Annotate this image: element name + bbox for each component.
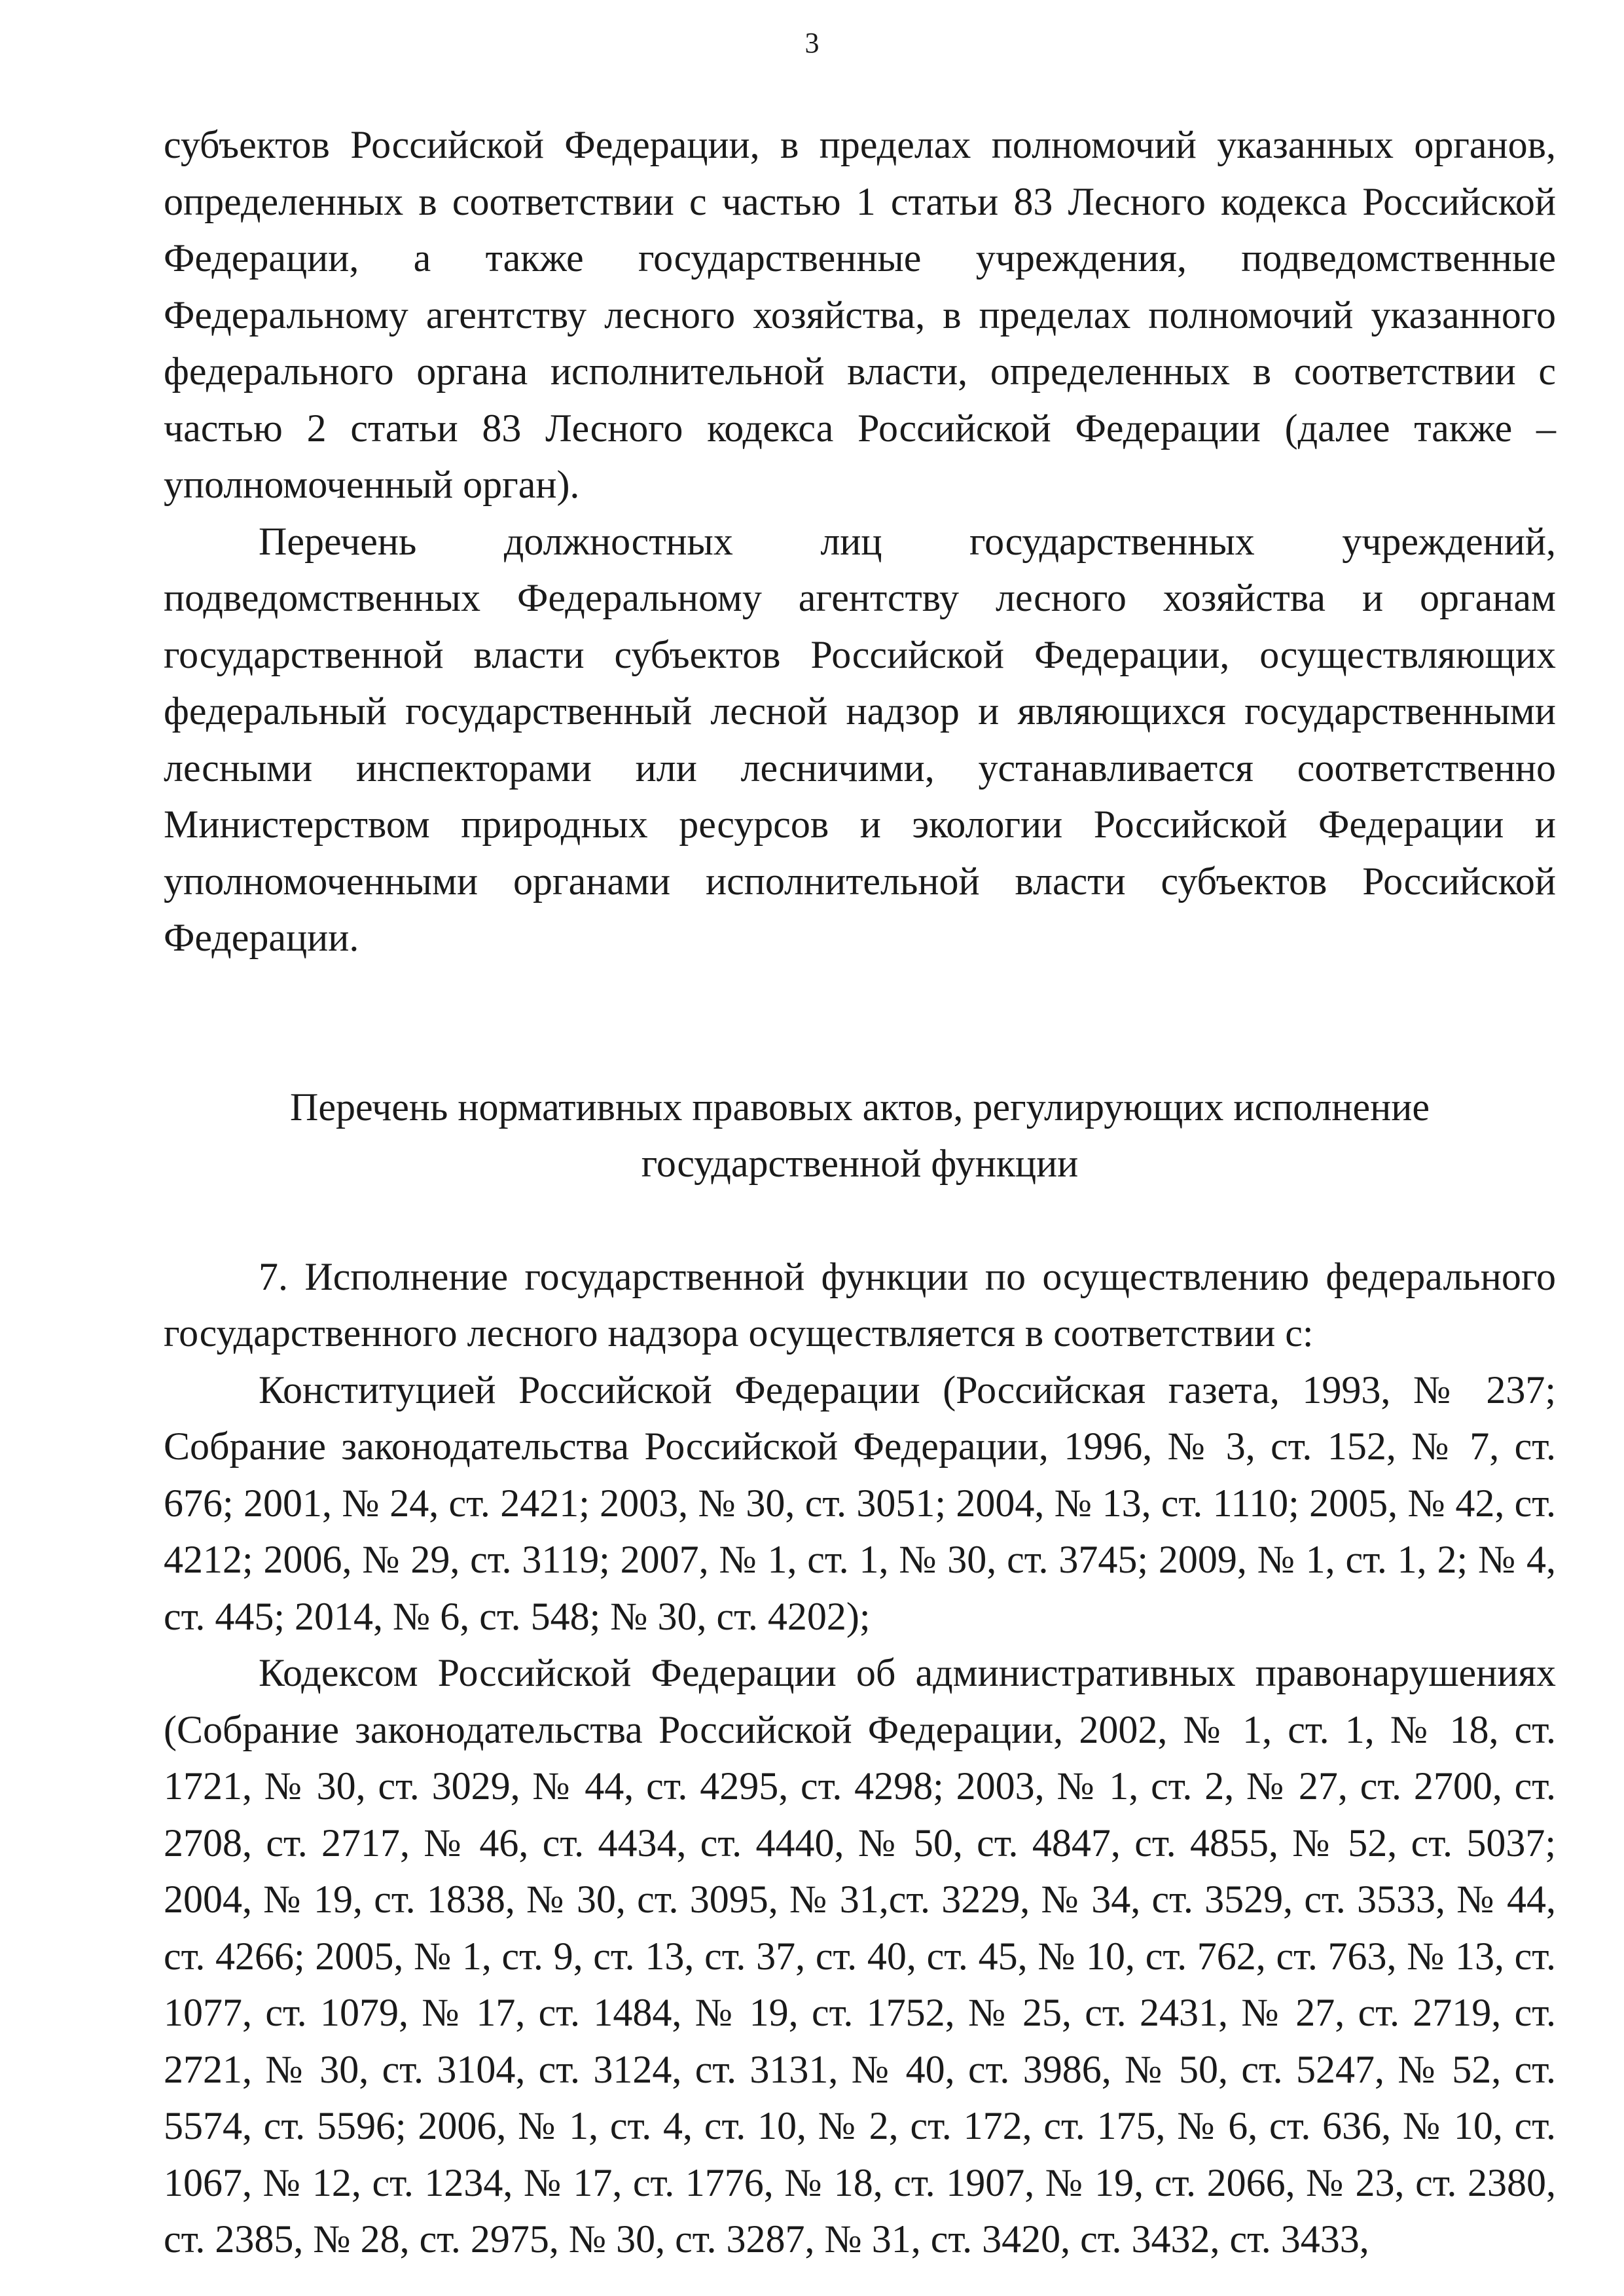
spacer — [164, 1192, 1556, 1248]
paragraph-officials-list: Перечень должностных лиц государственных учреждений, подведомственных Федеральному агентству лесного хозяйства и органам государственной власти субъектов Российской Федерации, осуществляющих федеральный государственный лесной надзор и являющихся государственными лесными инспекторами или лесничими, устанавливается соответственно Министерством природных ресурсов и экологии Российской Федерации и уполномоченными органами исполнительной власти субъектов Российской Федерации. — [164, 519, 1556, 959]
spacer — [164, 966, 1556, 1079]
paragraph-constitution: Конституцией Российской Федерации (Российская газета, 1993, № 237; Собрание законодательства Российской Федерации, 1996, № 3, ст. 152, № 7, ст. 676; 2001, № 24, ст. 2421; 2003, № 30, ст. 3051; 2004, № 13, ст. 1110; 2005, № 42, ст. 4212; 2006, № 29, ст. 3119; 2007, № 1, ст. 1, № 30, ст. 3745; 2009, № 1, ст. 1, 2; № 4, ст. 445; 2014, № 6, ст. 548; № 30, ст. 4202); — [164, 1368, 1556, 1638]
paragraph-authorized-body: субъектов Российской Федерации, в пределах полномочий указанных органов, определенных в соответствии с частью 1 статьи 83 Лесного кодекса Российской Федерации, а также государственные учреждения, подведомственные Федеральному агентству лесного хозяйства, в пределах полномочий указанного федерального органа исполнительной власти, определенных в соответствии с частью 2 статьи 83 Лесного кодекса Российской Федерации (далее также – уполномоченный орган). — [164, 123, 1556, 506]
paragraph-administrative-code: Кодексом Российской Федерации об административных правонарушениях (Собрание законодательства Российской Федерации, 2002, № 1, ст. 1, № 18, ст. 1721, № 30, ст. 3029, № 44, ст. 4295, ст. 4298; 2003, № 1, ст. 2, № 27, ст. 2700, ст. 2708, ст. 2717, № 46, ст. 4434, ст. 4440, № 50, ст. 4847, ст. 4855, № 52, ст. 5037; 2004, № 19, ст. 1838, № 30, ст. 3095, № 31,ст. 3229, № 34, ст. 3529, ст. 3533, № 44, ст. 4266; 2005, № 1, ст. 9, ст. 13, ст. 37, ст. 40, ст. 45, № 10, ст. 762, ст. 763, № 13, ст. 1077, ст. 1079, № 17, ст. 1484, № 19, ст. 1752, № 25, ст. 2431, № 27, ст. 2719, ст. 2721, № 30, ст. 3104, ст. 3124, ст. 3131, № 40, ст. 3986, № 50, ст. 5247, № 52, ст. 5574, ст. 5596; 2006, № 1, ст. 4, ст. 10, № 2, ст. 172, ст. 175, № 6, ст. 636, № 10, ст. 1067, № 12, ст. 1234, № 17, ст. 1776, № 18, ст. 1907, № 19, ст. 2066, № 23, ст. 2380, ст. 2385, № 28, ст. 2975, № 30, ст. 3287, № 31, ст. 3420, ст. 3432, ст. 3433, — [164, 1651, 1556, 2261]
paragraph-item-7: 7. Исполнение государственной функции по осуществлению федерального государственного лесного надзора осуществляется в соответствии с: — [164, 1254, 1556, 1355]
document-body — [164, 117, 1556, 2268]
section-heading-line-2: государственной функции — [641, 1142, 1079, 1185]
section-heading-line-1: Перечень нормативных правовых актов, регулирующих исполнение — [290, 1085, 1430, 1129]
section-heading — [164, 1079, 1556, 1192]
page-number: 3 — [804, 27, 820, 59]
